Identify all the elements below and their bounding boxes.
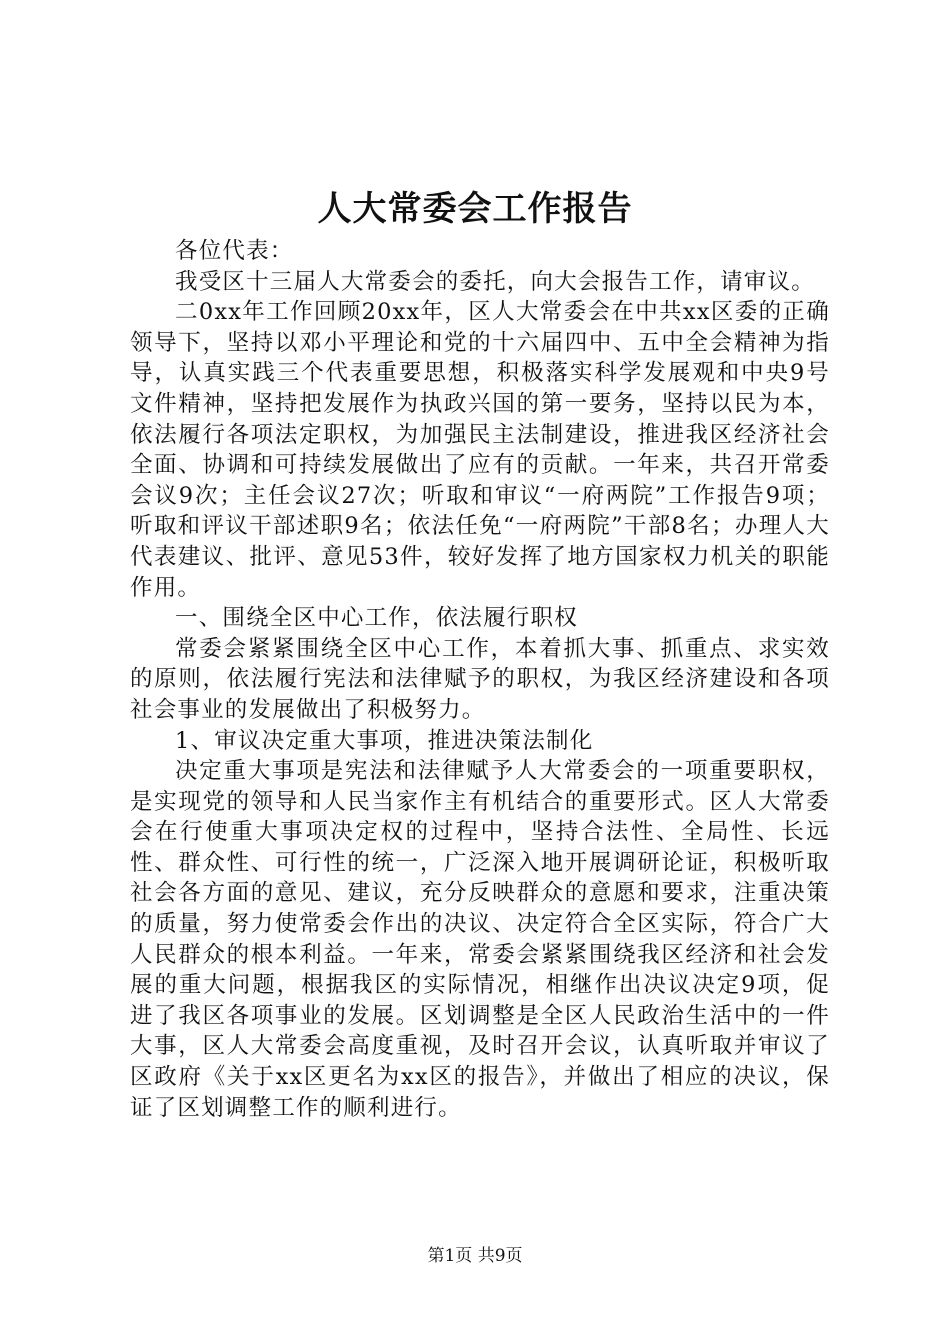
section-heading: 一、围绕全区中心工作，依法履行职权: [175, 605, 578, 632]
document-body: [130, 236, 830, 1123]
document-title: 人大常委会工作报告: [317, 189, 633, 229]
body-paragraph: 决定重大事项是宪法和法律赋予人大常委会的一项重要职权，是实现党的领导和人民当家作主有机结合的重要形式。区人大常委会在行使重大事项决定权的过程中，坚持合法性、全局性、长远性、群众性、可行性的统一，广泛深入地开展调研论证，积极听取社会各方面的意见、建议，充分反映群众的意愿和要求，注重决策的质量，努力使常委会作出的决议、决定符合全区实际，符合广大人民群众的根本利益。一年来，常委会紧紧围绕我区经济和社会发展的重大问题，根据我区的实际情况，相继作出决议决定9项，促进了我区各项事业的发展。区划调整是全区人民政治生活中的一件大事，区人大常委会高度重视，及时召开会议，认真听取并审议了区政府《关于xx区更名为xx区的报告》，并做出了相应的决议，保证了区划调整工作的顺利进行。: [130, 758, 830, 1121]
body-paragraph: 常委会紧紧围绕全区中心工作，本着抓大事、抓重点、求实效的原则，依法履行宪法和法律赋予的职权，为我区经济建设和各项社会事业的发展做出了积极努力。: [130, 635, 830, 723]
subsection-heading: 1、审议决定重大事项，推进决策法制化: [175, 727, 594, 754]
body-paragraph: 我受区十三届人大常委会的委托，向大会报告工作，请审议。: [175, 268, 815, 295]
salutation: 各位代表：: [175, 238, 294, 264]
page-number-footer: 第1页 共9页: [427, 1246, 523, 1266]
body-paragraph: 二0xx年工作回顾20xx年，区人大常委会在中共xx区委的正确领导下，坚持以邓小平理论和党的十六届四中、五中全会精神为指导，认真实践三个代表重要思想，积极落实科学发展观和中央9号文件精神，坚持把发展作为执政兴国的第一要务，坚持以民为本，依法履行各项法定职权，为加强民主法制建设，推进我区经济社会全面、协调和可持续发展做出了应有的贡献。一年来，共召开常委会议9次；主任会议27次；听取和审议“一府两院”工作报告9项；听取和评议干部述职9名；依法任免“一府两院”干部8名；办理人大代表建议、批评、意见53件，较好发挥了地方国家权力机关的职能作用。: [130, 299, 830, 601]
